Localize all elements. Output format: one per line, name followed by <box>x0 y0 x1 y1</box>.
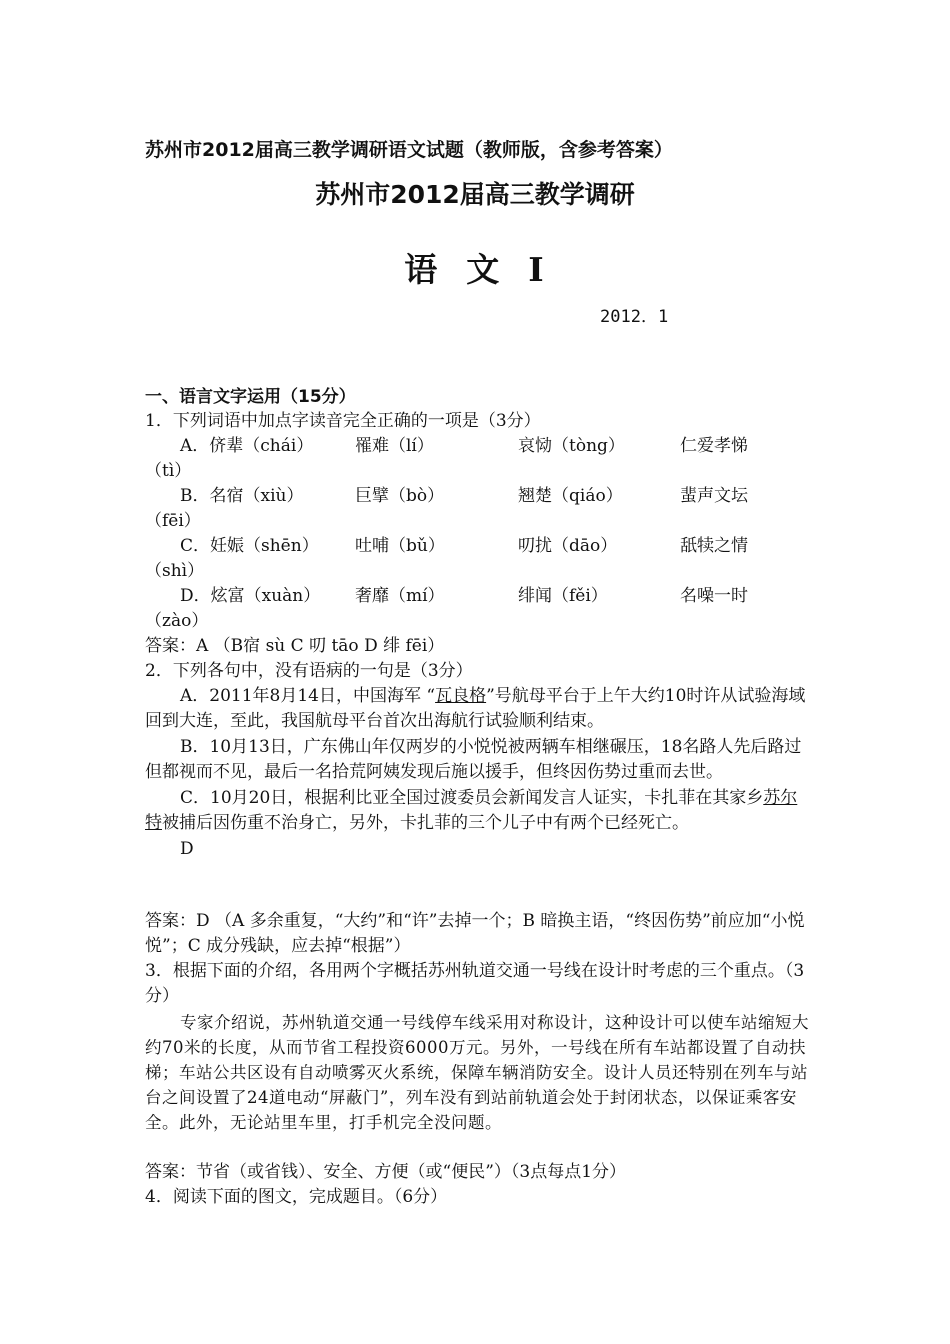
option-word-4-pinyin: （zào） <box>145 611 209 631</box>
option-word-1: A．侪辈（chái） <box>180 436 314 456</box>
option-word-3: 绯闻（fěi） <box>518 586 608 606</box>
underlined-term: 瓦良格 <box>435 686 487 706</box>
main-title: 苏州市2012届高三教学调研 <box>315 180 635 209</box>
question-1-stem: 1．下列词语中加点字读音完全正确的一项是（3分） <box>145 411 541 431</box>
option-word-2: 吐哺（bǔ） <box>355 536 445 556</box>
option-word-3: 翘楚（qiáo） <box>518 486 623 506</box>
question-3-passage: 专家介绍说，苏州轨道交通一号线停车线采用对称设计，这种设计可以使车站缩短大约70米的长度，从而节省工程投资6000万元。另外，一号线在所有车站都设置了自动扶梯；车站公共区设有自动喷雾灭火系统，保障车辆消防安全。设计人员还特别在列车与站台之间设置了24道电动“屏蔽门”，列车没有到站前轨道会处于封闭状态，以保证乘客安全。此外，无论站里车里，打手机完全没问题。 <box>145 1013 809 1132</box>
underlined-term: 苏尔特 <box>145 788 798 833</box>
question-2-options <box>145 684 810 862</box>
question-2-option-a: A．2011年8月14日，中国海军 “瓦良格”号航母平台于上午大约10时许从试验海域回到大连，至此，我国航母平台首次出海航行试验顺利结束。 <box>145 686 806 731</box>
option-word-4: 舐犊之情 <box>680 536 748 556</box>
exam-date: 2012．1 <box>600 307 669 327</box>
option-word-2: 巨擘（bò） <box>355 486 445 506</box>
option-word-2: 奢靡（mí） <box>355 586 445 606</box>
option-word-3: 哀恸（tòng） <box>518 436 625 456</box>
option-word-4-pinyin: （shì） <box>145 561 205 581</box>
document-top-title: 苏州市2012届高三教学调研语文试题（教师版，含参考答案） <box>145 139 673 161</box>
question-2-option-b: B．10月13日，广东佛山年仅两岁的小悦悦被两辆车相继碾压，18名路人先后路过但都视而不见，最后一名拾荒阿姨发现后施以援手，但终因伤势过重而去世。 <box>145 737 802 782</box>
section-heading: 一、语言文字运用（15分） <box>145 387 356 407</box>
option-word-4: 蜚声文坛 <box>680 486 748 506</box>
option-word-4: 仁爱孝悌 <box>680 436 748 456</box>
question-2-answer: 答案：D （A 多余重复，“大约”和“许”去掉一个；B 暗换主语，“终因伤势”前应加“小悦悦”；C 成分残缺，应去掉“根据”） <box>145 911 805 956</box>
option-word-2: 罹难（lí） <box>355 436 434 456</box>
question-4-stem: 4．阅读下面的图文，完成题目。（6分） <box>145 1187 448 1207</box>
option-word-1: D．炫富（xuàn） <box>180 586 321 606</box>
option-word-1: C．妊娠（shēn） <box>180 536 319 556</box>
question-3-answer: 答案：节省（或省钱）、安全、方便（或“便民”）（3点每点1分） <box>145 1162 627 1182</box>
question-2-option-d: D <box>180 839 194 859</box>
option-word-4-pinyin: （tì） <box>145 461 192 481</box>
option-word-4: 名噪一时 <box>680 586 748 606</box>
question-1-answer: 答案：A （B宿 sù C 叨 tāo D 绯 fēi） <box>145 636 445 656</box>
question-2-stem: 2．下列各句中，没有语病的一句是（3分） <box>145 661 473 681</box>
option-word-1: B．名宿（xiù） <box>180 486 304 506</box>
question-2-option-c: C．10月20日，根据利比亚全国过渡委员会新闻发言人证实，卡扎菲在其家乡苏尔特被捕后因伤重不治身亡，另外，卡扎菲的三个儿子中有两个已经死亡。 <box>145 788 798 833</box>
subject-title: 语 文 Ⅰ <box>404 250 546 289</box>
option-word-3: 叨扰（dāo） <box>518 536 618 556</box>
question-3-stem: 3．根据下面的介绍，各用两个字概括苏州轨道交通一号线在设计时考虑的三个重点。（3分） <box>145 961 805 1006</box>
option-word-4-pinyin: （fēi） <box>145 511 201 531</box>
